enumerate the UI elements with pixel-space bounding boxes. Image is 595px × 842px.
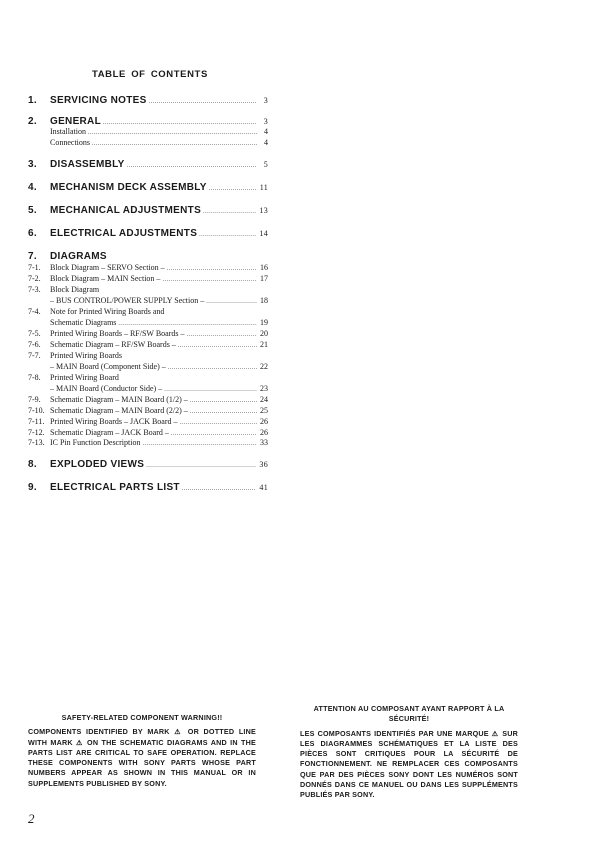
toc-entry-label: Connections (50, 138, 90, 147)
toc-entry-number: 3. (28, 159, 37, 170)
toc-leader-dots (127, 158, 257, 173)
toc-entry-number: 6. (28, 228, 37, 239)
toc-entry-label: Printed Wiring Boards – RF/SW Boards – (50, 329, 185, 338)
toc-entry-label: GENERAL (50, 116, 101, 127)
toc-subsection (28, 317, 268, 328)
toc-subsection (28, 350, 268, 361)
toc-subsection (28, 405, 268, 416)
toc-entry-page: 14 (259, 229, 268, 238)
toc-entry-number: 7-2. (28, 274, 41, 283)
toc-subsection (28, 328, 268, 339)
toc-section (28, 481, 268, 495)
toc-entry-page: 22 (260, 362, 268, 371)
toc-entry-label: Printed Wiring Boards (50, 351, 122, 360)
toc-entry-number: 1. (28, 95, 37, 106)
safety-warning-english (28, 713, 256, 789)
toc-entry-label: Installation (50, 127, 86, 136)
toc-entry-page: 18 (260, 296, 268, 305)
toc-entry-number: 7-6. (28, 340, 41, 349)
toc-entry-number: 7-8. (28, 373, 41, 382)
toc-entry-page: 13 (259, 206, 268, 215)
toc-entry-label: MECHANISM DECK ASSEMBLY (50, 182, 207, 193)
toc-entry-number: 5. (28, 205, 37, 216)
toc-entry-label: DIAGRAMS (50, 251, 107, 262)
toc-entry-page: 5 (263, 160, 268, 169)
toc-title: TABLE OF CONTENTS (92, 69, 208, 80)
toc-entry-label: Schematic Diagram – RF/SW Boards – (50, 340, 176, 349)
toc-entry-number: 7-5. (28, 329, 41, 338)
toc-section (28, 204, 268, 218)
toc-entry-number: 8. (28, 459, 37, 470)
toc-leader-dots (209, 181, 257, 196)
toc-entry-page: 4 (264, 127, 268, 136)
toc-entry-page: 41 (259, 483, 268, 492)
toc-entry-label: Schematic Diagram – MAIN Board (1/2) – (50, 395, 188, 404)
toc-entry-number: 7-11. (28, 417, 45, 426)
toc-leader-dots (142, 437, 257, 450)
toc-subsection (28, 284, 268, 295)
page-number: 2 (28, 811, 35, 826)
toc-entry-page: 24 (260, 395, 268, 404)
toc-subsection (28, 394, 268, 405)
toc-entry-label: Schematic Diagram – MAIN Board (2/2) – (50, 406, 188, 415)
toc-entry-label: Printed Wiring Boards – JACK Board – (50, 417, 178, 426)
toc-section (28, 158, 268, 172)
toc-subsection (28, 416, 268, 427)
toc-entry-label: – BUS CONTROL/POWER SUPPLY Section – (50, 296, 205, 305)
toc-entry-label: MECHANICAL ADJUSTMENTS (50, 205, 202, 216)
toc-leader-dots (92, 137, 257, 150)
toc-leader-dots (199, 227, 256, 242)
toc-entry-number: 7-12. (28, 428, 45, 437)
toc-subsection (28, 306, 268, 317)
toc-entry-number: 7-7. (28, 351, 41, 360)
toc-subsection (28, 137, 268, 148)
safety-warning-body-fr: LES COMPOSANTS IDENTIFIÉS PAR UNE MARQUE ⚠ SUR LES DIAGRAMMES SCHÉMATIQUES ET LA LISTE DES PIÈCES SONT CRITIQUES POUR LA SÉCURITÉ DE FONCTIONNEMENT. NE REMPLACER CES COMPOSANTS QUE PAR DES PIÈCES SONY DONT LES NUMÉROS SONT DONNÉS DANS CE MANUEL OU DANS LES SUPPLÉMENTS PUBLIÉS PAR SONY. (300, 728, 518, 800)
toc-entry-label: DISASSEMBLY (50, 159, 125, 170)
safety-warning-heading-fr: ATTENTION AU COMPOSANT AYANT RAPPORT À LA SÉCURITÉ! (313, 704, 505, 724)
toc-entry-number: 7-10. (28, 406, 45, 415)
toc-section (28, 227, 268, 241)
toc-subsection (28, 437, 268, 448)
toc-leader-dots (149, 94, 257, 109)
toc-leader-dots (146, 458, 256, 473)
toc-section (28, 94, 268, 108)
toc-entry-label: ELECTRICAL PARTS LIST (50, 482, 180, 493)
toc-entry-page: 20 (260, 329, 268, 338)
toc-entry-page: 4 (264, 138, 268, 147)
toc-entry-label: Block Diagram (50, 285, 100, 294)
toc-entry-label: Note for Printed Wiring Boards and (50, 307, 165, 316)
toc-entry-page: 36 (259, 460, 268, 469)
toc-subsection (28, 372, 268, 383)
toc-entry-page: 21 (260, 340, 268, 349)
toc-subsection (28, 295, 268, 306)
toc-entry-page: 19 (260, 318, 268, 327)
toc-section (28, 181, 268, 195)
toc-entry-label: EXPLODED VIEWS (50, 459, 145, 470)
toc-entry-label: SERVICING NOTES (50, 95, 147, 106)
toc-subsection (28, 126, 268, 137)
toc-entry-number: 9. (28, 482, 37, 493)
toc-subsection (28, 383, 268, 394)
toc-entry-label: ELECTRICAL ADJUSTMENTS (50, 228, 198, 239)
toc-entry-label: Printed Wiring Board (50, 373, 119, 382)
toc-entry-page: 26 (260, 428, 268, 437)
toc-entry-label: Block Diagram – SERVO Section – (50, 263, 165, 272)
toc-section (28, 458, 268, 472)
toc-entry-number: 7-13. (28, 438, 45, 447)
toc-subsection (28, 262, 268, 273)
toc-leader-dots (182, 481, 257, 496)
toc-entry-number: 7-9. (28, 395, 41, 404)
toc-entry-page: 11 (259, 183, 268, 192)
toc-entry-number: 7. (28, 251, 37, 262)
toc-subsection (28, 361, 268, 372)
toc-subsection (28, 339, 268, 350)
toc-entry-label: Block Diagram – MAIN Section – (50, 274, 161, 283)
toc-leader-dots (203, 204, 256, 219)
safety-warning-body: COMPONENTS IDENTIFIED BY MARK ⚠ OR DOTTED LINE WITH MARK ⚠ ON THE SCHEMATIC DIAGRAMS AND IN THE PARTS LIST ARE CRITICAL TO SAFE OPERATION. REPLACE THESE COMPONENTS WITH SONY PARTS WHOSE PART NUMBERS APPEAR AS SHOWN IN THIS MANUAL OR IN SUPPLEMENTS PUBLISHED BY SONY. (28, 727, 256, 788)
toc-entry-number: 7-4. (28, 307, 41, 316)
toc-entry-number: 4. (28, 182, 37, 193)
toc-entry-page: 3 (263, 117, 268, 126)
toc-entry-label: – MAIN Board (Component Side) – (50, 362, 166, 371)
toc-entry-label: Schematic Diagram – JACK Board – (50, 428, 169, 437)
toc-entry-page: 25 (260, 406, 268, 415)
toc-entry-page: 23 (260, 384, 268, 393)
toc-entry-page: 3 (263, 96, 268, 105)
toc-entry-page: 16 (260, 263, 268, 272)
toc-entry-label: – MAIN Board (Conductor Side) – (50, 384, 163, 393)
toc-entry-number: 7-3. (28, 285, 41, 294)
toc-entry-page: 26 (260, 417, 268, 426)
toc-entry-label: Schematic Diagrams (50, 318, 117, 327)
safety-warning-french (300, 704, 518, 801)
toc-entry-page: 17 (260, 274, 268, 283)
toc-entry-page: 33 (260, 438, 268, 447)
toc-subsection (28, 273, 268, 284)
toc-entry-number: 2. (28, 116, 37, 127)
safety-warning-heading: SAFETY-RELATED COMPONENT WARNING!! (61, 713, 223, 722)
toc-entry-number: 7-1. (28, 263, 41, 272)
toc-entry-label: IC Pin Function Description (50, 438, 141, 447)
